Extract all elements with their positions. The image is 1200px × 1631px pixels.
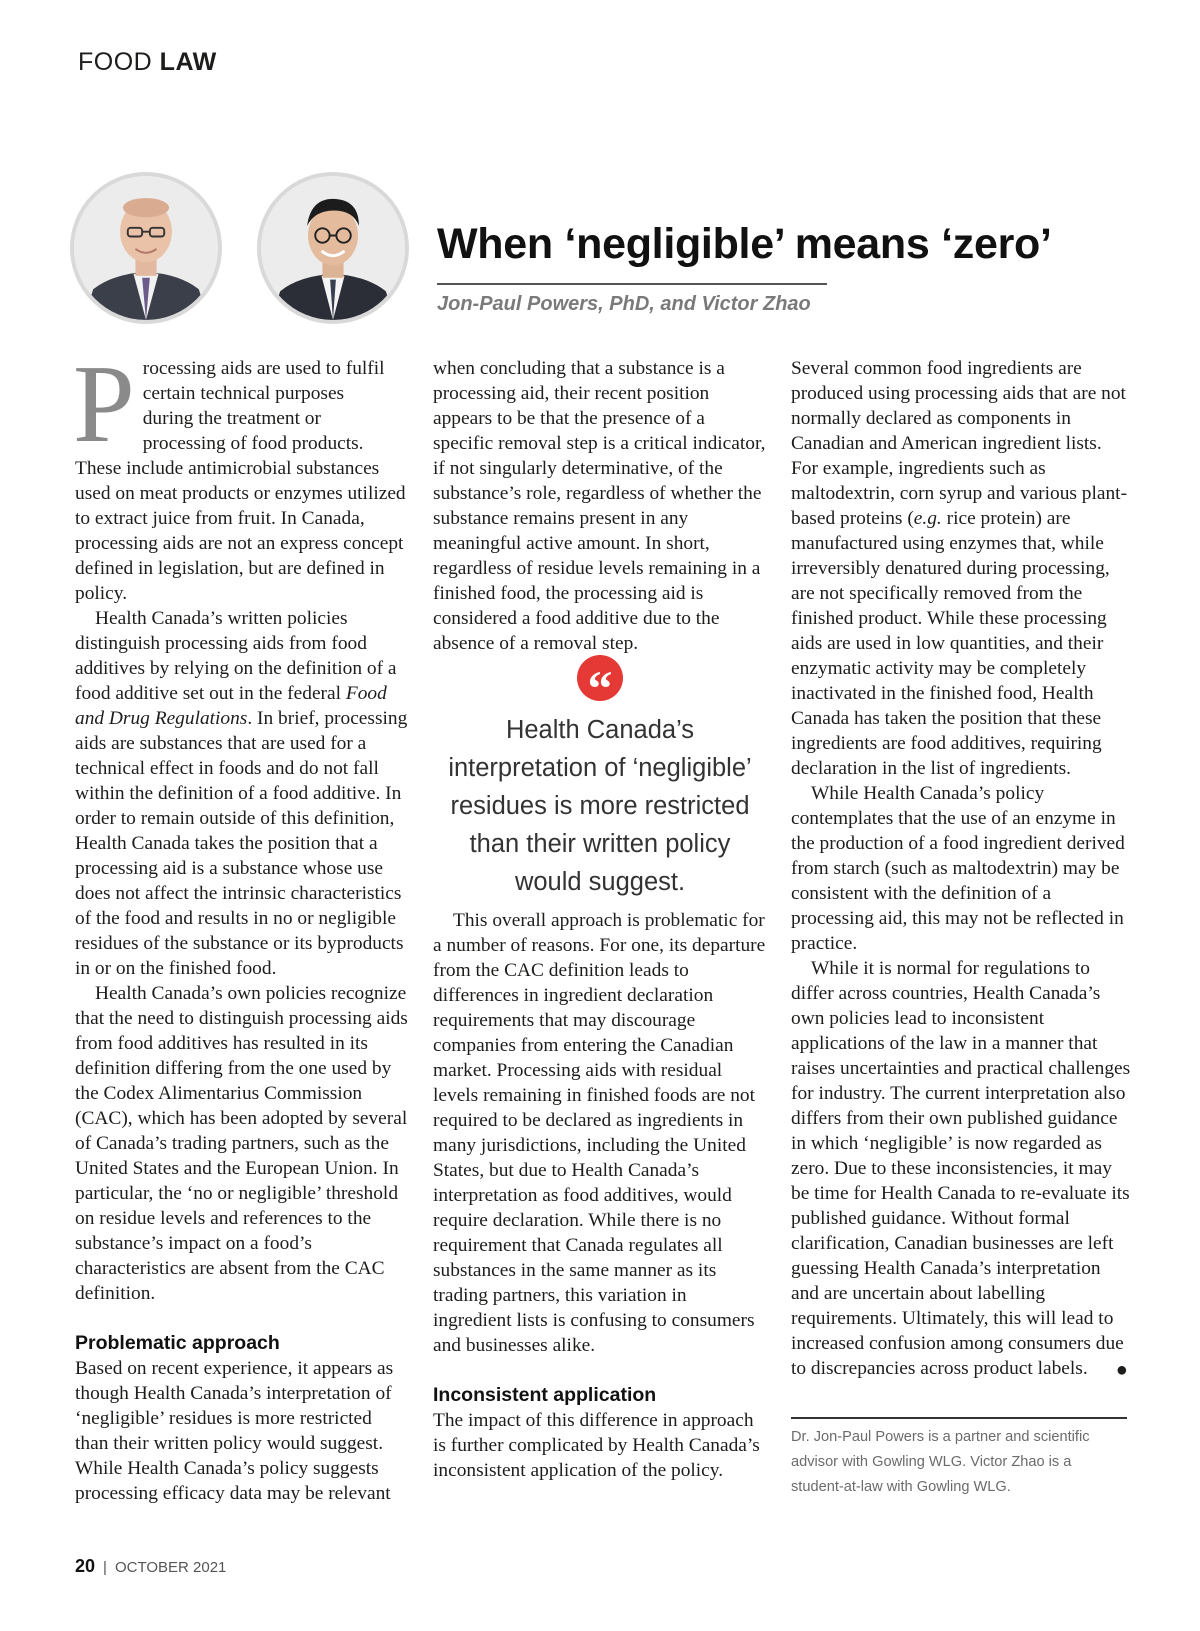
intro-rest: These include antimicrobial substances used on meat products or enzymes utilized to extract juice from fruit. In Canada, processing aids are not an express concept defined in legislation, but are defined in policy. bbox=[75, 458, 406, 604]
title-divider bbox=[437, 283, 827, 285]
paragraph-text: Health Canada’s written policies distinguish processing aids from food additives by relying on the definition of a food additive set out in the federal bbox=[75, 608, 397, 704]
section-prefix: FOOD bbox=[78, 48, 153, 76]
bio-line: advisor with Gowling WLG. Victor Zhao is a bbox=[791, 1454, 1072, 1470]
paragraph: Based on recent experience, it appears as though Health Canada’s interpretation of ‘negligible’ residues is more restricted than their written policy would suggest. While Health Canada’s policy suggests processing efficacy data may be relevant bbox=[75, 1358, 394, 1504]
abbr-eg: e.g. bbox=[913, 508, 942, 529]
intro-line: during the treatment or bbox=[142, 408, 321, 429]
column-1 bbox=[73, 343, 410, 1506]
paragraph-text: Several common food ingredients are produced using processing aids that are not normally declared as components in Canadian and American ingredient lists. For example, ingredients such as maltodextrin, corn syrup and various plant-based proteins ( bbox=[791, 358, 1128, 529]
footer-separator: | bbox=[103, 1559, 107, 1576]
paragraph-text: rice protein) are manufactured using enzymes that, while irreversibly denatured during processing, are not specifically removed from the finished product. While these processing aids are used in low quantities, and their enzymatic activity may be completely inactivated in the finished food, Health Canada has taken the position that these ingredients are food additives, requiring declaration in the list of ingredients. bbox=[791, 508, 1110, 779]
paragraph-text: While it is normal for regulations to differ across countries, Health Canada’s own policies lead to inconsistent applications of the law in a manner that raises uncertainties and practical challenges for industry. The current interpretation also differs from their own published guidance in which ‘negligible’ is now regarded as zero. Due to these inconsistencies, it may be time for Health Canada to re-evaluate its published guidance. Without formal clarification, Canadian businesses are left guessing Health Canada’s interpretation and are uncertain about labelling requirements. Ultimately, this will lead to increased confusion among consumers due to discrepancies across product labels. bbox=[791, 958, 1131, 1379]
pull-quote-line: residues is more restricted bbox=[450, 792, 750, 820]
subhead-problematic-approach: Problematic approach bbox=[75, 1332, 280, 1354]
subhead-inconsistent-application: Inconsistent application bbox=[433, 1384, 657, 1406]
paragraph: The impact of this difference in approach is further complicated by Health Canada’s inconsistent application of the policy. bbox=[433, 1410, 760, 1481]
paragraph bbox=[75, 606, 410, 981]
article-title: When ‘negligible’ means ‘zero’ bbox=[437, 220, 1052, 268]
section-main: LAW bbox=[159, 48, 217, 76]
author-portrait-1 bbox=[74, 176, 218, 320]
paragraph: when concluding that a substance is a processing aid, their recent position appears to be that the presence of a specific removal step is a critical indicator, if not singularly determinative, of the substance’s role, regardless of whether the substance remains present in any meaningful active amount. In short, regardless of residue levels remaining in a finished food, the processing aid is considered a food additive due to the absence of a removal step. bbox=[433, 358, 766, 654]
pull-quote-line: interpretation of ‘negligible’ bbox=[448, 754, 752, 782]
bio-line: Dr. Jon-Paul Powers is a partner and scientific bbox=[791, 1429, 1090, 1445]
pull-quote bbox=[425, 711, 775, 901]
bio-divider bbox=[791, 1417, 1127, 1419]
column-2 bbox=[433, 356, 768, 656]
apple-icon: ● bbox=[1115, 1359, 1128, 1381]
intro-line: processing of food products. bbox=[142, 433, 364, 454]
author-bio bbox=[791, 1425, 1131, 1500]
paragraph bbox=[791, 356, 1131, 781]
section-label bbox=[78, 48, 217, 77]
issue-date: OCTOBER 2021 bbox=[114, 1559, 227, 1576]
author-photo-powers bbox=[70, 172, 222, 324]
regulation-title: Food and Drug Regulations bbox=[75, 683, 387, 729]
page-number: 20 bbox=[75, 1556, 96, 1576]
paragraph bbox=[791, 956, 1131, 1383]
article-byline: Jon-Paul Powers, PhD, and Victor Zhao bbox=[437, 293, 811, 315]
pull-quote-line: than their written policy bbox=[469, 830, 731, 858]
paragraph: While Health Canada’s policy contemplates that the use of an enzyme in the production of a food ingredient derived from starch (such as maltodextrin) may be consistent with the definition of a processing aid, this may not be reflected in practice. bbox=[791, 783, 1125, 954]
intro-line: rocessing aids are used to fulfil bbox=[142, 358, 385, 379]
paragraph-intro bbox=[73, 343, 410, 606]
author-photo-zhao bbox=[257, 172, 409, 324]
quote-mark-icon: “ bbox=[577, 655, 623, 701]
paragraph: Health Canada’s own policies recognize that the need to distinguish processing aids from food additives has resulted in its definition differing from the one used by the Codex Alimentarius Commission (CAC), which has been adopted by several of Canada’s trading partners, such as the United States and the European Union. In particular, the ‘no or negligible’ threshold on residue levels and references to the substance’s impact on a food’s characteristics are absent from the CAC definition. bbox=[75, 983, 408, 1304]
paragraph-text: . In brief, processing aids are substances that are used for a technical effect in foods and do not fall within the definition of a food additive. In order to remain outside of this definition, Health Canada takes the position that a processing aid is a substance whose use does not affect the intrinsic characteristics of the food and results in no or negligible residues of the substance or its byproducts in or on the finished food. bbox=[75, 708, 408, 979]
bio-line: student-at-law with Gowling WLG. bbox=[791, 1479, 1011, 1495]
drop-cap: P bbox=[73, 343, 135, 466]
column-3 bbox=[791, 356, 1131, 1383]
column-2-lower bbox=[433, 908, 768, 1483]
intro-line: certain technical purposes bbox=[142, 383, 345, 404]
page-footer bbox=[75, 1556, 226, 1577]
pull-quote-line: Health Canada’s bbox=[505, 716, 695, 744]
pull-quote-line: would suggest. bbox=[514, 868, 686, 896]
paragraph: This overall approach is problematic for a number of reasons. For one, its departure from the CAC definition leads to differences in ingredient declaration requirements that may discourage companies from entering the Canadian market. Processing aids with residual levels remaining in finished foods are not required to be declared as ingredients in many jurisdictions, including the United States, but due to Health Canada’s interpretation as food additives, would require declaration. While there is no requirement that Canada regulates all substances in the same manner as its trading partners, this variation in ingredient lists is confusing to consumers and businesses alike. bbox=[433, 910, 766, 1356]
author-portrait-2 bbox=[261, 176, 405, 320]
